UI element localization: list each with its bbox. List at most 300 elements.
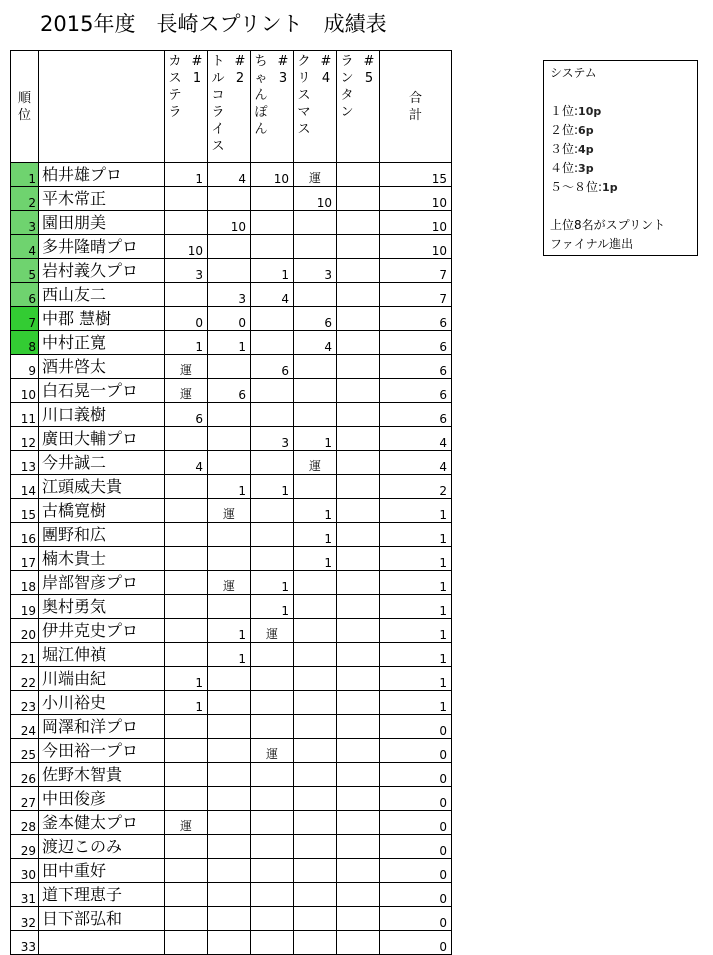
rank-cell: 31 [11, 883, 39, 907]
event-header-3 [251, 51, 294, 163]
event-points-1 [165, 523, 208, 547]
event-points-5 [337, 451, 380, 475]
system-value: 3p [578, 162, 594, 175]
total-points: 1 [380, 619, 452, 643]
total-points: 0 [380, 931, 452, 955]
event-number: #1 [191, 54, 203, 86]
total-points: 6 [380, 307, 452, 331]
event-points-1 [165, 475, 208, 499]
rank-cell: 19 [11, 595, 39, 619]
event-points-2 [208, 355, 251, 379]
player-name: 中村正寛 [39, 331, 165, 355]
event-points-3 [251, 787, 294, 811]
total-points: 10 [380, 235, 452, 259]
total-points: 10 [380, 187, 452, 211]
results-table [10, 50, 452, 955]
event-points-2 [208, 787, 251, 811]
rank-cell: 9 [11, 355, 39, 379]
table-row [11, 547, 452, 571]
rank-cell: 23 [11, 691, 39, 715]
rank-cell: 10 [11, 379, 39, 403]
event-points-4 [294, 787, 337, 811]
table-row [11, 571, 452, 595]
event-name: ランタン [340, 54, 354, 120]
total-points: 0 [380, 811, 452, 835]
event-points-4: 1 [294, 547, 337, 571]
event-points-4: 運 [294, 451, 337, 475]
player-name: 多井隆晴プロ [39, 235, 165, 259]
player-name: 渡辺このみ [39, 835, 165, 859]
event-points-4 [294, 883, 337, 907]
table-row [11, 619, 452, 643]
table-row [11, 739, 452, 763]
event-points-3 [251, 523, 294, 547]
rank-cell: 6 [11, 283, 39, 307]
event-points-2 [208, 715, 251, 739]
table-row [11, 595, 452, 619]
rank-cell: 22 [11, 667, 39, 691]
event-points-5 [337, 739, 380, 763]
event-points-2 [208, 403, 251, 427]
event-points-3: 6 [251, 355, 294, 379]
player-name: 廣田大輔プロ [39, 427, 165, 451]
event-points-1 [165, 835, 208, 859]
player-name: 川端由紀 [39, 667, 165, 691]
rank-cell: 24 [11, 715, 39, 739]
event-points-2: 1 [208, 643, 251, 667]
event-points-5 [337, 715, 380, 739]
event-points-3 [251, 835, 294, 859]
event-points-5 [337, 883, 380, 907]
event-header-5 [337, 51, 380, 163]
event-points-1 [165, 283, 208, 307]
table-row [11, 307, 452, 331]
event-points-1: 運 [165, 811, 208, 835]
rank-cell: 2 [11, 187, 39, 211]
total-points: 1 [380, 667, 452, 691]
event-points-5 [337, 859, 380, 883]
event-points-2: 運 [208, 571, 251, 595]
rank-cell: 5 [11, 259, 39, 283]
event-points-4 [294, 403, 337, 427]
total-points: 0 [380, 835, 452, 859]
event-points-3 [251, 331, 294, 355]
event-points-4 [294, 571, 337, 595]
event-points-2 [208, 691, 251, 715]
event-points-3 [251, 307, 294, 331]
rank-cell: 20 [11, 619, 39, 643]
rank-cell: 32 [11, 907, 39, 931]
event-points-5 [337, 691, 380, 715]
total-points: 4 [380, 427, 452, 451]
event-points-4 [294, 235, 337, 259]
event-points-2: 1 [208, 475, 251, 499]
player-name: 古橋寛樹 [39, 499, 165, 523]
player-name: 中田俊彦 [39, 787, 165, 811]
event-points-1: 6 [165, 403, 208, 427]
player-name: 道下理恵子 [39, 883, 165, 907]
event-points-5 [337, 187, 380, 211]
event-points-3 [251, 691, 294, 715]
name-header [39, 51, 165, 163]
event-points-5 [337, 499, 380, 523]
rank-cell: 25 [11, 739, 39, 763]
event-points-5 [337, 907, 380, 931]
event-points-4 [294, 907, 337, 931]
event-points-1 [165, 883, 208, 907]
event-points-3 [251, 763, 294, 787]
total-header-label: 合計 [408, 90, 422, 123]
event-points-3: 運 [251, 739, 294, 763]
player-name: 酒井啓太 [39, 355, 165, 379]
player-name: 白石晃一プロ [39, 379, 165, 403]
system-item [550, 121, 691, 140]
event-points-4 [294, 931, 337, 955]
total-points: 7 [380, 283, 452, 307]
total-points: 7 [380, 259, 452, 283]
total-header [380, 51, 452, 163]
event-points-1 [165, 931, 208, 955]
event-points-3 [251, 859, 294, 883]
event-header-4 [294, 51, 337, 163]
event-points-2: 1 [208, 331, 251, 355]
event-points-1 [165, 427, 208, 451]
event-points-1 [165, 787, 208, 811]
table-row [11, 523, 452, 547]
event-points-1 [165, 595, 208, 619]
player-name: 今田裕一プロ [39, 739, 165, 763]
rank-cell: 17 [11, 547, 39, 571]
table-row [11, 811, 452, 835]
event-points-3: 1 [251, 595, 294, 619]
event-points-3 [251, 883, 294, 907]
event-points-4: 6 [294, 307, 337, 331]
total-points: 4 [380, 451, 452, 475]
rank-cell: 30 [11, 859, 39, 883]
event-points-4: 1 [294, 427, 337, 451]
system-label: １位: [550, 104, 579, 118]
event-points-1 [165, 571, 208, 595]
total-points: 15 [380, 163, 452, 187]
rank-cell: 33 [11, 931, 39, 955]
total-points: 0 [380, 715, 452, 739]
event-points-1 [165, 763, 208, 787]
event-points-1: 3 [165, 259, 208, 283]
player-name: 平木常正 [39, 187, 165, 211]
system-label: ４位: [550, 161, 579, 175]
event-name: トルコライス [211, 54, 225, 154]
event-number: #2 [234, 54, 246, 86]
rank-cell: 1 [11, 163, 39, 187]
event-points-2 [208, 811, 251, 835]
event-points-1 [165, 187, 208, 211]
table-row [11, 643, 452, 667]
event-points-1 [165, 547, 208, 571]
event-name: クリスマス [297, 54, 311, 137]
rank-cell: 27 [11, 787, 39, 811]
header-row [11, 51, 452, 163]
player-name: 西山友二 [39, 283, 165, 307]
event-points-2: 10 [208, 211, 251, 235]
event-points-4 [294, 811, 337, 835]
system-title: システム [550, 66, 597, 80]
table-row [11, 211, 452, 235]
player-name: 今井誠二 [39, 451, 165, 475]
event-points-3 [251, 715, 294, 739]
table-row [11, 427, 452, 451]
rank-cell: 26 [11, 763, 39, 787]
event-header-1 [165, 51, 208, 163]
player-name: 奥村勇気 [39, 595, 165, 619]
event-points-1: 運 [165, 379, 208, 403]
event-points-5 [337, 643, 380, 667]
rank-cell: 4 [11, 235, 39, 259]
rank-cell: 8 [11, 331, 39, 355]
event-points-4 [294, 691, 337, 715]
event-points-4: 4 [294, 331, 337, 355]
player-name [39, 931, 165, 955]
total-points: 1 [380, 523, 452, 547]
event-points-1: 4 [165, 451, 208, 475]
total-points: 0 [380, 763, 452, 787]
event-points-3 [251, 187, 294, 211]
event-points-3 [251, 379, 294, 403]
player-name: 岩村義久プロ [39, 259, 165, 283]
event-points-5 [337, 331, 380, 355]
event-points-3 [251, 931, 294, 955]
event-points-4 [294, 595, 337, 619]
table-row [11, 163, 452, 187]
event-header-2 [208, 51, 251, 163]
event-points-5 [337, 571, 380, 595]
event-points-3 [251, 811, 294, 835]
table-row [11, 451, 452, 475]
event-points-3 [251, 499, 294, 523]
table-row [11, 187, 452, 211]
event-points-4 [294, 283, 337, 307]
event-points-5 [337, 787, 380, 811]
event-points-2 [208, 883, 251, 907]
system-value: 4p [578, 143, 594, 156]
event-points-2: 運 [208, 499, 251, 523]
rank-header [11, 51, 39, 163]
event-points-1 [165, 619, 208, 643]
page-title: 2015年度 長崎スプリント 成績表 [40, 12, 387, 36]
table-row [11, 355, 452, 379]
total-points: 6 [380, 355, 452, 379]
event-points-2 [208, 427, 251, 451]
event-points-4 [294, 619, 337, 643]
rank-cell: 7 [11, 307, 39, 331]
rank-header-label: 順位 [17, 90, 31, 123]
event-points-4: 1 [294, 523, 337, 547]
event-points-2 [208, 667, 251, 691]
event-points-1 [165, 739, 208, 763]
event-points-5 [337, 163, 380, 187]
player-name: 楠木貴士 [39, 547, 165, 571]
event-points-3: 4 [251, 283, 294, 307]
total-points: 10 [380, 211, 452, 235]
system-note: ファイナル進出 [550, 237, 634, 251]
event-points-3: 3 [251, 427, 294, 451]
total-points: 1 [380, 595, 452, 619]
player-name: 岸部智彦プロ [39, 571, 165, 595]
total-points: 1 [380, 499, 452, 523]
event-points-3 [251, 235, 294, 259]
event-points-3: 1 [251, 475, 294, 499]
event-points-5 [337, 403, 380, 427]
table-row [11, 859, 452, 883]
event-points-1: 1 [165, 667, 208, 691]
system-value: 1p [602, 181, 618, 194]
event-points-2 [208, 931, 251, 955]
event-points-5 [337, 235, 380, 259]
system-label: ３位: [550, 142, 579, 156]
total-points: 6 [380, 379, 452, 403]
table-row [11, 379, 452, 403]
event-points-4: 3 [294, 259, 337, 283]
table-row [11, 499, 452, 523]
table-row [11, 259, 452, 283]
player-name: 堀江伸禎 [39, 643, 165, 667]
event-points-3 [251, 403, 294, 427]
event-points-3 [251, 907, 294, 931]
event-points-4 [294, 211, 337, 235]
event-points-1 [165, 715, 208, 739]
event-points-2: 0 [208, 307, 251, 331]
rank-cell: 18 [11, 571, 39, 595]
rank-cell: 21 [11, 643, 39, 667]
event-number: #3 [277, 54, 289, 86]
event-name: ちゃんぽん [254, 54, 268, 137]
event-points-2 [208, 907, 251, 931]
event-points-5 [337, 307, 380, 331]
event-points-4 [294, 859, 337, 883]
event-points-1 [165, 211, 208, 235]
event-points-4 [294, 643, 337, 667]
event-points-2 [208, 523, 251, 547]
event-points-4: 運 [294, 163, 337, 187]
table-row [11, 907, 452, 931]
total-points: 1 [380, 547, 452, 571]
event-points-1: 0 [165, 307, 208, 331]
event-points-3 [251, 547, 294, 571]
player-name: 江頭威夫貴 [39, 475, 165, 499]
event-points-5 [337, 523, 380, 547]
player-name: 團野和広 [39, 523, 165, 547]
event-points-2: 1 [208, 619, 251, 643]
event-points-3 [251, 643, 294, 667]
scoring-system-box [543, 60, 698, 256]
rank-cell: 11 [11, 403, 39, 427]
rank-cell: 12 [11, 427, 39, 451]
table-row [11, 931, 452, 955]
event-points-4 [294, 379, 337, 403]
system-label: ２位: [550, 123, 579, 137]
event-points-4 [294, 667, 337, 691]
event-points-1: 10 [165, 235, 208, 259]
total-points: 1 [380, 571, 452, 595]
event-points-1 [165, 643, 208, 667]
table-row [11, 763, 452, 787]
event-number: #5 [363, 54, 375, 86]
event-points-4: 1 [294, 499, 337, 523]
event-points-5 [337, 475, 380, 499]
event-points-2: 3 [208, 283, 251, 307]
event-points-5 [337, 811, 380, 835]
event-points-2 [208, 235, 251, 259]
total-points: 0 [380, 787, 452, 811]
event-points-1 [165, 907, 208, 931]
event-points-5 [337, 547, 380, 571]
event-points-3 [251, 451, 294, 475]
table-row [11, 667, 452, 691]
player-name: 伊井克史プロ [39, 619, 165, 643]
player-name: 田中重好 [39, 859, 165, 883]
event-points-2 [208, 187, 251, 211]
event-points-1: 1 [165, 691, 208, 715]
player-name: 中郡 慧樹 [39, 307, 165, 331]
table-row [11, 691, 452, 715]
event-points-4 [294, 475, 337, 499]
event-points-4: 10 [294, 187, 337, 211]
system-item [550, 140, 691, 159]
rank-cell: 29 [11, 835, 39, 859]
event-points-4 [294, 835, 337, 859]
total-points: 0 [380, 883, 452, 907]
table-row [11, 835, 452, 859]
rank-cell: 14 [11, 475, 39, 499]
event-points-2 [208, 763, 251, 787]
table-row [11, 787, 452, 811]
total-points: 0 [380, 739, 452, 763]
event-points-2 [208, 547, 251, 571]
event-points-1: 1 [165, 331, 208, 355]
player-name: 日下部弘和 [39, 907, 165, 931]
rank-cell: 13 [11, 451, 39, 475]
event-points-2 [208, 595, 251, 619]
event-points-1: 運 [165, 355, 208, 379]
event-name: カステラ [168, 54, 182, 120]
event-points-4 [294, 763, 337, 787]
event-points-3 [251, 211, 294, 235]
player-name: 佐野木智貴 [39, 763, 165, 787]
system-value: 6p [578, 124, 594, 137]
event-points-2 [208, 859, 251, 883]
event-points-4 [294, 715, 337, 739]
total-points: 1 [380, 691, 452, 715]
event-points-5 [337, 763, 380, 787]
event-points-3: 1 [251, 259, 294, 283]
system-label: ５～８位: [550, 180, 603, 194]
total-points: 2 [380, 475, 452, 499]
event-points-2 [208, 739, 251, 763]
total-points: 0 [380, 907, 452, 931]
table-row [11, 883, 452, 907]
total-points: 0 [380, 859, 452, 883]
event-points-5 [337, 619, 380, 643]
table-row [11, 235, 452, 259]
event-points-5 [337, 211, 380, 235]
rank-cell: 15 [11, 499, 39, 523]
table-row [11, 331, 452, 355]
total-points: 1 [380, 643, 452, 667]
event-points-3: 1 [251, 571, 294, 595]
event-points-5 [337, 667, 380, 691]
rank-cell: 28 [11, 811, 39, 835]
event-number: #4 [320, 54, 332, 86]
table-row [11, 403, 452, 427]
